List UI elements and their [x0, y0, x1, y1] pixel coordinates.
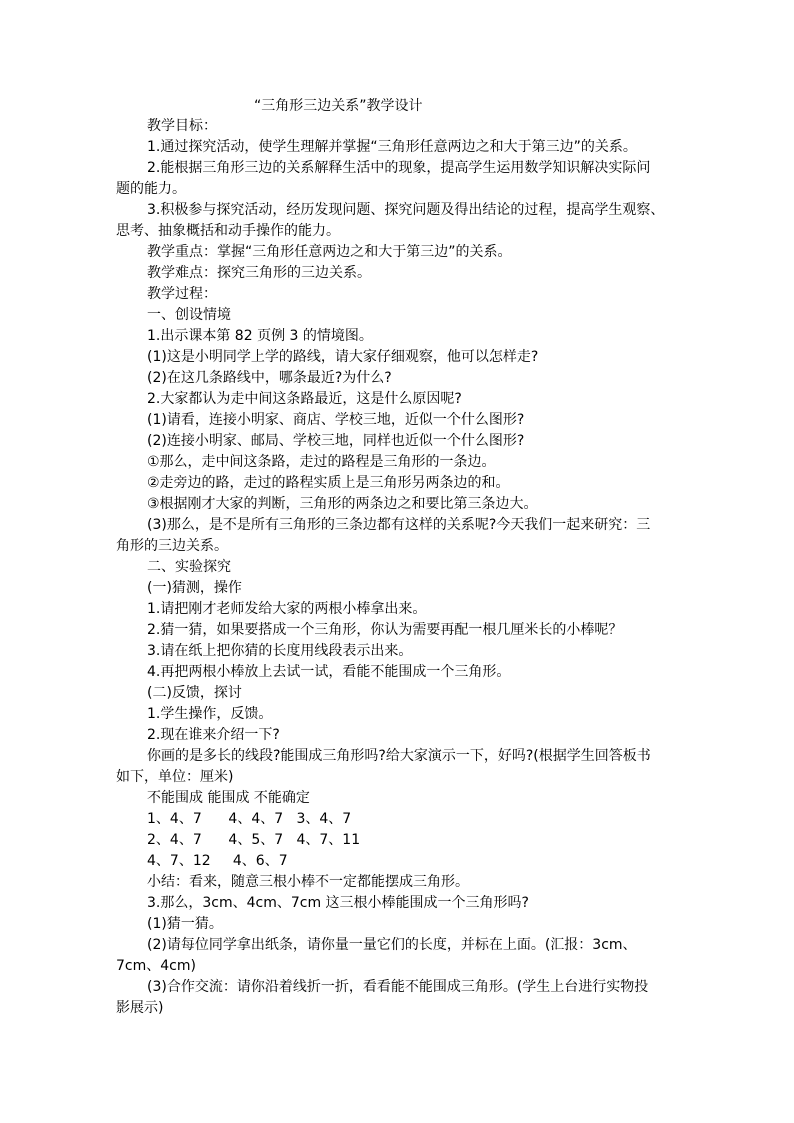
text-line: 2.大家都认为走中间这条路最近，这是什么原因呢?	[147, 391, 462, 407]
text-line: (2)请每位同学拿出纸条，请你量一量它们的长度，并标在上面。(汇报：3cm、	[147, 937, 637, 953]
text-line: (2)在这几条路线中，哪条最近?为什么?	[147, 370, 392, 386]
text-line: 1、4、7 4、4、7 3、4、7	[147, 811, 352, 827]
text-line: (1)猜一猜。	[147, 916, 223, 932]
document-title: “三角形三边关系”教学设计	[254, 98, 423, 114]
text-line: 教学重点：掌握“三角形任意两边之和大于第三边”的关系。	[147, 244, 512, 260]
text-line: (1)请看，连接小明家、商店、学校三地，近似一个什么图形?	[147, 412, 525, 428]
text-line: (二)反馈，探讨	[147, 685, 242, 701]
text-line: 教学目标：	[147, 118, 217, 134]
text-line: 思考、抽象概括和动手操作的能力。	[116, 223, 340, 239]
text-line: 3.请在纸上把你猜的长度用线段表示出来。	[147, 643, 413, 659]
text-line: 1.通过探究活动，使学生理解并掌握“三角形任意两边之和大于第三边”的关系。	[147, 139, 637, 155]
text-line: 2.现在谁来介绍一下?	[147, 727, 280, 743]
text-line: 一、创设情境	[147, 307, 231, 323]
text-line: 题的能力。	[116, 181, 186, 197]
text-line: 教学过程：	[147, 286, 217, 302]
text-line: 3.那么，3cm、4cm、7cm 这三根小棒能围成一个三角形吗?	[147, 895, 529, 911]
text-line: (3)那么，是不是所有三角形的三条边都有这样的关系呢?今天我们一起来研究：三	[147, 517, 651, 533]
text-line: 7cm、4cm)	[116, 958, 196, 974]
text-line: 3.积极参与探究活动，经历发现问题、探究问题及得出结论的过程，提高学生观察、	[147, 202, 665, 218]
text-line: 4.再把两根小棒放上去试一试，看能不能围成一个三角形。	[147, 664, 511, 680]
text-line: (1)这是小明同学上学的路线，请大家仔细观察，他可以怎样走?	[147, 349, 539, 365]
text-line: (一)猜测，操作	[147, 580, 242, 596]
text-line: 角形的三边关系。	[116, 538, 228, 554]
text-line: 1.学生操作，反馈。	[147, 706, 273, 722]
text-line: ③根据刚才大家的判断，三角形的两条边之和要比第三条边大。	[147, 496, 538, 512]
text-line: 1.出示课本第 82 页例 3 的情境图。	[147, 328, 373, 344]
text-line: 1.请把刚才老师发给大家的两根小棒拿出来。	[147, 601, 427, 617]
text-line: 影展示)	[116, 1000, 164, 1016]
text-line: 小结：看来，随意三根小棒不一定都能摆成三角形。	[147, 874, 469, 890]
text-line: 如下，单位：厘米)	[116, 769, 234, 785]
text-line: 不能围成 能围成 不能确定	[147, 790, 310, 806]
text-line: (3)合作交流：请你沿着线折一折，看看能不能围成三角形。(学生上台进行实物投	[147, 979, 649, 995]
text-line: ①那么，走中间这条路，走过的路程是三角形的一条边。	[147, 454, 496, 470]
text-line: 4、7、12 4、6、7	[147, 853, 288, 869]
text-line: 二、实验探究	[147, 559, 231, 575]
text-line: (2)连接小明家、邮局、学校三地，同样也近似一个什么图形?	[147, 433, 525, 449]
text-line: 2、4、7 4、5、7 4、7、11	[147, 832, 361, 848]
text-line: ②走旁边的路，走过的路程实质上是三角形另两条边的和。	[147, 475, 510, 491]
text-line: 2.猜一猜，如果要搭成一个三角形，你认为需要再配一根几厘米长的小棒呢？	[147, 622, 623, 638]
text-line: 2.能根据三角形三边的关系解释生活中的现象，提高学生运用数学知识解决实际问	[147, 160, 651, 176]
text-line: 教学难点：探究三角形的三边关系。	[147, 265, 371, 281]
text-line: 你画的是多长的线段?能围成三角形吗?给大家演示一下，好吗?(根据学生回答板书	[147, 748, 651, 764]
